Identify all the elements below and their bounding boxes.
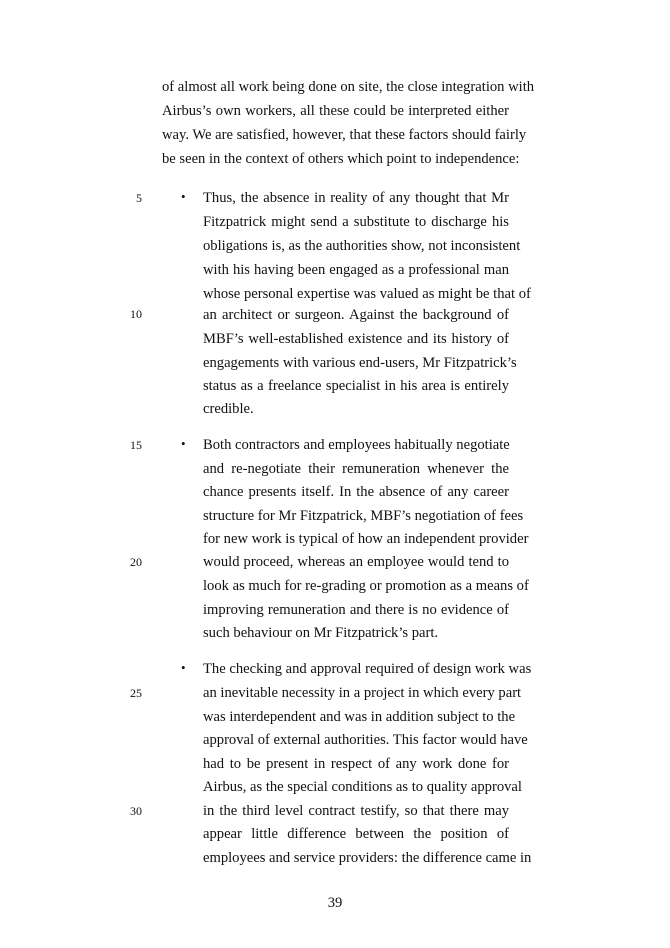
bullet-marker: • xyxy=(181,660,186,675)
line-number: 10 xyxy=(130,307,142,321)
page-number: 39 xyxy=(327,895,343,911)
intro-line: be seen in the context of others which point to independence: xyxy=(162,151,520,167)
line-number: 15 xyxy=(130,438,142,452)
bullet-2-line: such behaviour on Mr Fitzpatrick’s part. xyxy=(203,625,439,641)
bullet-3-line: an inevitable necessity in a project in which every part xyxy=(203,685,522,701)
bullet-3-line: Airbus, as the special conditions as to quality approval xyxy=(203,779,522,795)
bullet-3-line: approval of external authorities. This factor would have xyxy=(203,732,528,748)
line-number: 25 xyxy=(130,686,142,700)
line-number: 5 xyxy=(136,191,142,205)
intro-line: of almost all work being done on site, the close integration with xyxy=(162,79,535,95)
bullet-3-line: employees and service providers: the difference came in xyxy=(203,850,532,866)
bullet-3-line: in the third level contract testify, so that there may xyxy=(203,803,509,819)
bullet-1-line: status as a freelance specialist in his area is entirely xyxy=(203,378,509,394)
bullet-marker: • xyxy=(181,436,186,451)
bullet-3-line: appear little difference between the position of xyxy=(203,826,509,842)
bullet-1-line: with his having been engaged as a professional man xyxy=(203,262,509,278)
line-number: 20 xyxy=(130,555,142,569)
bullet-2-line: for new work is typical of how an independent provider xyxy=(203,531,529,547)
bullet-3-line: The checking and approval required of design work was xyxy=(203,661,532,677)
bullet-2-line: Both contractors and employees habitually negotiate xyxy=(203,437,510,453)
bullet-2-line: look as much for re-grading or promotion as a means of xyxy=(203,578,529,594)
bullet-1-line: whose personal expertise was valued as might be that of xyxy=(203,286,531,302)
bullet-1-line: credible. xyxy=(203,401,254,417)
bullet-3-line: was interdependent and was in addition subject to the xyxy=(203,709,516,725)
intro-line: Airbus’s own workers, all these could be interpreted either xyxy=(162,103,509,119)
line-number: 30 xyxy=(130,804,142,818)
bullet-2-line: would proceed, whereas an employee would tend to xyxy=(203,554,509,570)
bullet-2-line: structure for Mr Fitzpatrick, MBF’s negotiation of fees xyxy=(203,508,524,524)
bullet-marker: • xyxy=(181,189,186,204)
bullet-1-line: MBF’s well-established existence and its history of xyxy=(203,331,509,347)
bullet-1-line: Fitzpatrick might send a substitute to discharge his xyxy=(203,214,509,230)
bullet-1-line: obligations is, as the authorities show, not inconsistent xyxy=(203,238,521,254)
bullet-2-line: improving remuneration and there is no evidence of xyxy=(203,602,509,618)
intro-line: way. We are satisfied, however, that these factors should fairly xyxy=(162,127,527,143)
bullet-2-line: and re-negotiate their remuneration whenever the xyxy=(203,461,509,477)
bullet-1-line: an architect or surgeon. Against the background of xyxy=(203,307,509,323)
bullet-3-line: had to be present in respect of any work done for xyxy=(203,756,509,772)
bullet-1-line: Thus, the absence in reality of any thought that Mr xyxy=(203,190,509,206)
bullet-2-line: chance presents itself. In the absence of any career xyxy=(203,484,509,500)
bullet-1-line: engagements with various end-users, Mr Fitzpatrick’s xyxy=(203,355,517,371)
